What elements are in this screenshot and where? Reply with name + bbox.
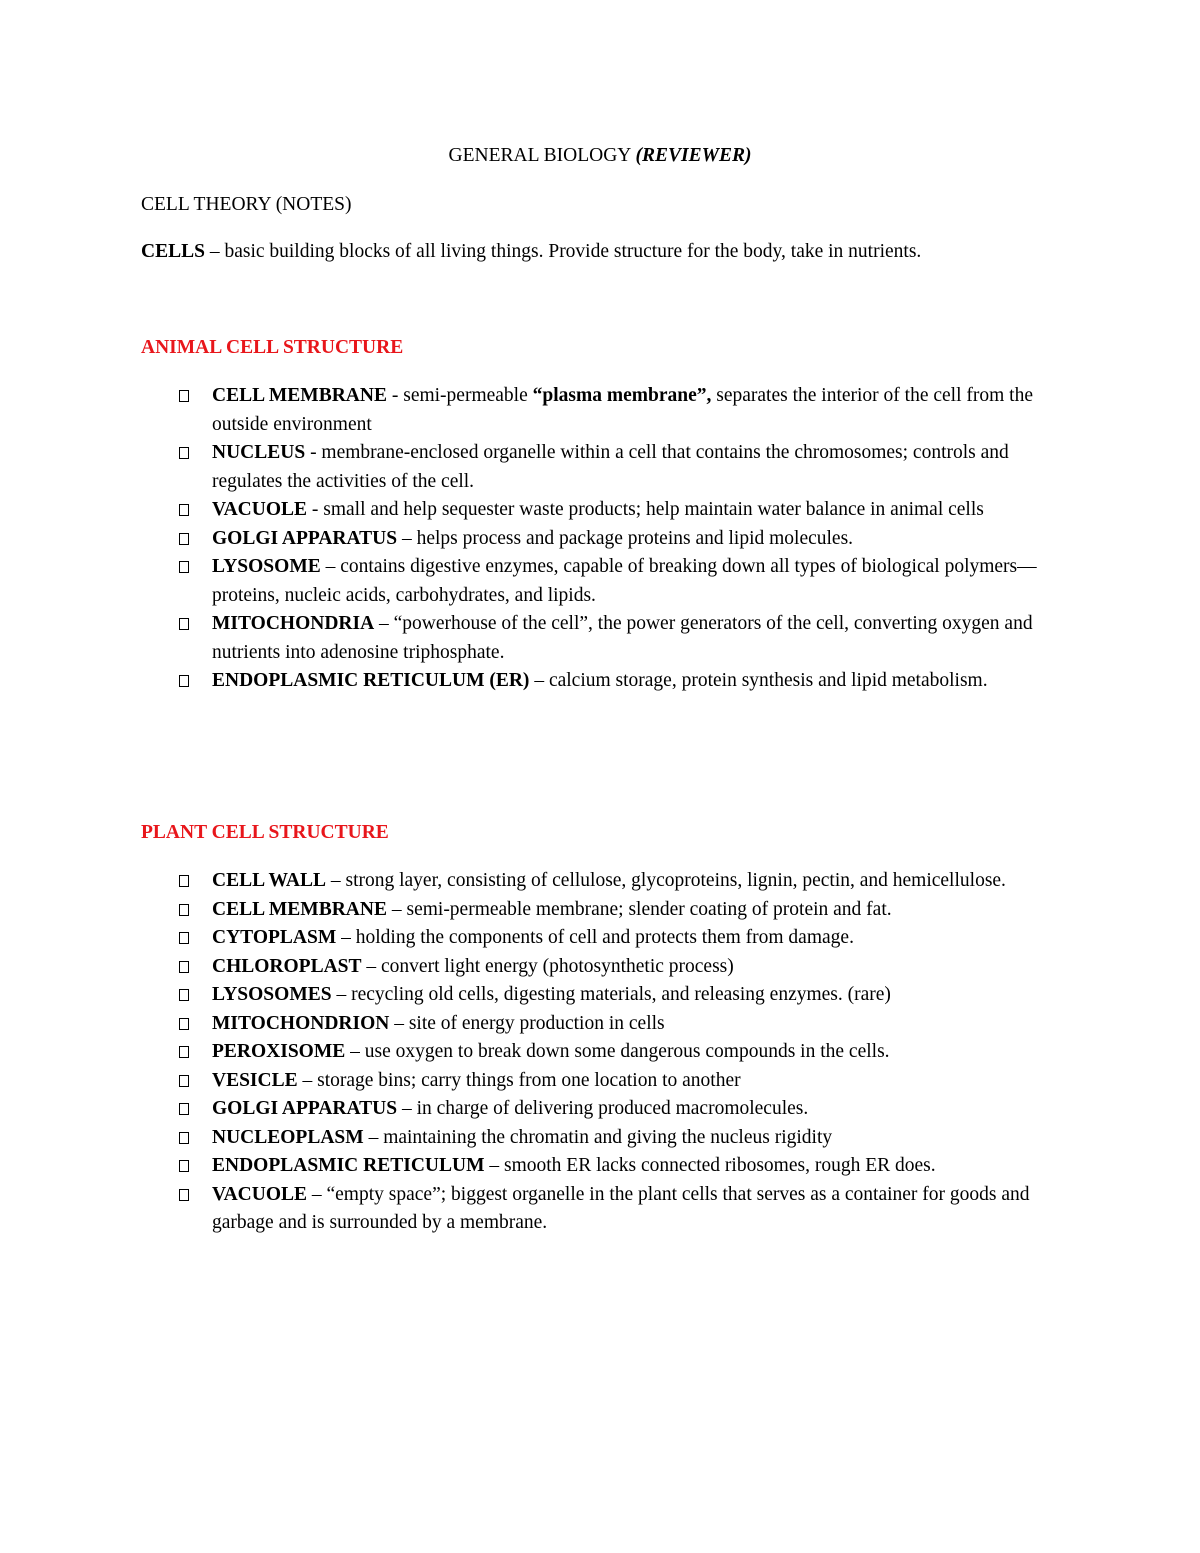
cells-definition: [141, 239, 1101, 265]
item-term: VACUOLE: [212, 499, 307, 520]
animal-cell-heading: ANIMAL CELL STRUCTURE: [141, 337, 404, 358]
item-text: – calcium storage, protein synthesis and lipid metabolism.: [529, 670, 988, 691]
item-term: VESICLE: [212, 1069, 298, 1091]
section-subtitle: CELL THEORY (NOTES): [141, 194, 352, 215]
list-item: [141, 953, 1061, 982]
list-item: [141, 1038, 1061, 1067]
item-term: LYSOSOME: [212, 556, 321, 577]
item-term: ENDOPLASMIC RETICULUM (ER): [212, 670, 530, 691]
item-term: GOLGI APPARATUS: [212, 527, 398, 549]
item-term: CYTOPLASM: [212, 927, 337, 948]
item-emphasis: “plasma membrane”,: [532, 385, 712, 406]
checkbox-bullet-icon: [179, 533, 189, 545]
list-item: [141, 1124, 1061, 1153]
title-sub: (REVIEWER): [635, 145, 752, 166]
item-term: CELL MEMBRANE: [212, 898, 387, 920]
checkbox-bullet-icon: [179, 875, 189, 887]
checkbox-bullet-icon: [179, 1075, 189, 1087]
checkbox-bullet-icon: [179, 961, 189, 973]
checkbox-bullet-icon: [179, 561, 189, 573]
item-text: – maintaining the chromatin and giving the nucleus rigidity: [363, 1126, 833, 1148]
item-term: NUCLEOPLASM: [212, 1126, 364, 1148]
definition-text: – basic building blocks of all living things. Provide structure for the body, take in nutrients.: [204, 241, 922, 262]
item-text: – contains digestive enzymes, capable of breaking down all types of biological polymers—proteins, nucleic acids, carbohydrates, and lipids.: [212, 556, 1037, 606]
item-text: – “powerhouse of the cell”, the power generators of the cell, converting oxygen and nutrients into adenosine triphosphate.: [212, 613, 1033, 663]
item-text: – site of energy production in cells: [389, 1012, 665, 1034]
list-item: [141, 1181, 1061, 1238]
title-main: GENERAL BIOLOGY: [448, 145, 631, 166]
page-title: [0, 143, 1200, 169]
item-text: – “empty space”; biggest organelle in the plant cells that serves as a container for goods and garbage and is surrounded by a membrane.: [212, 1183, 1030, 1233]
list-item: [141, 667, 1061, 696]
checkbox-bullet-icon: [179, 390, 189, 402]
item-term: VACUOLE: [212, 1183, 307, 1205]
item-text: - semi-permeable: [386, 385, 533, 406]
checkbox-bullet-icon: [179, 1046, 189, 1058]
checkbox-bullet-icon: [179, 675, 189, 687]
item-term: CHLOROPLAST: [212, 955, 362, 977]
list-item: [141, 1067, 1061, 1096]
item-term: PEROXISOME: [212, 1041, 346, 1062]
animal-cell-list: [141, 382, 1061, 696]
checkbox-bullet-icon: [179, 1103, 189, 1115]
item-term: MITOCHONDRIA: [212, 613, 375, 634]
list-item: [141, 924, 1061, 953]
item-term: MITOCHONDRION: [212, 1012, 390, 1034]
list-item: [141, 1010, 1061, 1039]
list-item: [141, 1095, 1061, 1124]
checkbox-bullet-icon: [179, 1132, 189, 1144]
item-text: separates the interior of the cell from the outside environment: [212, 385, 1033, 435]
item-text: – holding the components of cell and protects them from damage.: [336, 927, 854, 948]
checkbox-bullet-icon: [179, 618, 189, 630]
item-term: GOLGI APPARATUS: [212, 1098, 398, 1119]
item-text: – storage bins; carry things from one location to another: [297, 1069, 741, 1091]
checkbox-bullet-icon: [179, 989, 189, 1001]
item-text: – convert light energy (photosynthetic process): [361, 955, 734, 977]
list-item: [141, 496, 1061, 525]
item-text: – smooth ER lacks connected ribosomes, rough ER does.: [484, 1155, 936, 1176]
item-term: CELL MEMBRANE: [212, 385, 387, 406]
checkbox-bullet-icon: [179, 932, 189, 944]
list-item: [141, 439, 1061, 496]
item-text: - membrane-enclosed organelle within a cell that contains the chromosomes; controls and regulates the activities of the cell.: [212, 442, 1009, 492]
list-item: [141, 553, 1061, 610]
item-text: - small and help sequester waste products; help maintain water balance in animal cells: [307, 499, 984, 520]
item-text: – recycling old cells, digesting materials, and releasing enzymes. (rare): [331, 984, 891, 1005]
definition-term: CELLS: [141, 241, 205, 262]
item-term: CELL WALL: [212, 870, 326, 891]
list-item: [141, 382, 1061, 439]
list-item: [141, 981, 1061, 1010]
checkbox-bullet-icon: [179, 1160, 189, 1172]
list-item: [141, 896, 1061, 925]
list-item: [141, 610, 1061, 667]
item-term: NUCLEUS: [212, 442, 306, 463]
checkbox-bullet-icon: [179, 447, 189, 459]
item-text: – use oxygen to break down some dangerous compounds in the cells.: [345, 1041, 890, 1062]
item-text: – strong layer, consisting of cellulose, glycoproteins, lignin, pectin, and hemicellulose.: [325, 870, 1006, 891]
item-term: LYSOSOMES: [212, 984, 332, 1005]
checkbox-bullet-icon: [179, 1018, 189, 1030]
item-text: – semi-permeable membrane; slender coating of protein and fat.: [386, 898, 892, 920]
plant-cell-heading: PLANT CELL STRUCTURE: [141, 822, 389, 843]
checkbox-bullet-icon: [179, 504, 189, 516]
plant-cell-list: [141, 867, 1061, 1238]
list-item: [141, 525, 1061, 554]
checkbox-bullet-icon: [179, 904, 189, 916]
checkbox-bullet-icon: [179, 1189, 189, 1201]
list-item: [141, 1152, 1061, 1181]
item-term: ENDOPLASMIC RETICULUM: [212, 1155, 485, 1176]
item-text: – in charge of delivering produced macromolecules.: [397, 1098, 809, 1119]
item-text: – helps process and package proteins and lipid molecules.: [397, 527, 854, 549]
list-item: [141, 867, 1061, 896]
